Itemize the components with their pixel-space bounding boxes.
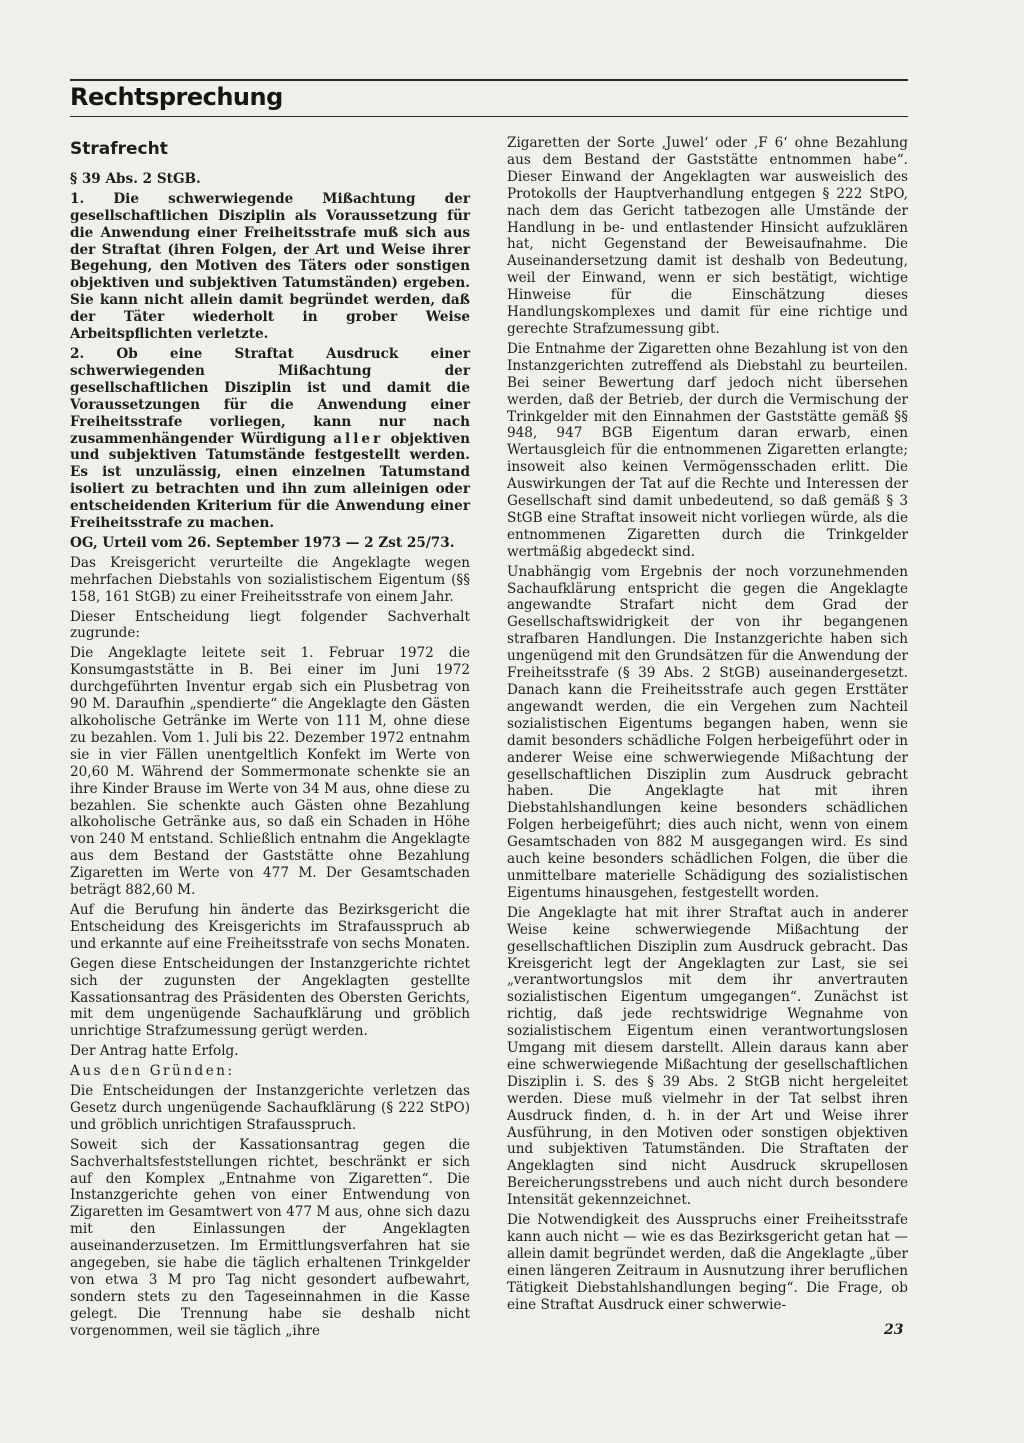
section-title: Rechtsprechung [70, 83, 283, 111]
headnote-2-part-2: objektiven und subjektiven Tatumstände festgestellt werden. Es ist unzulässig, einen einzelnen Tatumstand isoliert zu betrachten und ihn zum alleinigen oder entscheidenden Kriterium für die Anwendung einer Freiheitsstrafe zu machen. [70, 430, 471, 532]
grounds-heading: Aus den Gründen: [70, 1063, 235, 1080]
headnote-2 [70, 346, 470, 532]
paragraph: Unabhängig vom Ergebnis der noch vorzunehmenden Sachaufklärung entspricht die gegen die Angeklagte angewandte Strafart nicht dem Grad der Gesellschaftswidrigkeit der von ihr begangenen strafbaren Handlungen. Die Instanzgerichte haben sich ungenügend mit den Grundsätzen für die Anwendung der Freiheitsstrafe (§ 39 Abs. 2 StGB) auseinandergesetzt. Danach kann die Freiheitsstrafe auch gegen Ersttäter angewandt werden, die ein Vergehen zum Nachteil sozialistischen Eigentums begangen haben, wenn sie damit besonders schädliche Folgen herbeigeführt oder in anderer Weise eine schwerwiegende Mißachtung der gesellschaftlichen Disziplin zum Ausdruck gebracht haben. Die Angeklagte hat mit ihren Diebstahlshandlungen keine besonders schädlichen Folgen herbeigeführt; dies auch nicht, wenn von einem Gesamtschaden von 882 M ausgegangen wird. Es sind auch keine besonders schädlichen Folgen, die über die unmittelbare materielle Schädigung des sozialistischen Eigentums hinausgehen, festgestellt worden. [507, 563, 908, 901]
paragraph: Das Kreisgericht verurteilte die Angeklagte wegen mehrfachen Diebstahls von sozialistischem Eigentum (§§ 158, 161 StGB) zu einer Freiheitsstrafe von einem Jahr. [70, 554, 470, 605]
paragraph: Gegen diese Entscheidungen der Instanzgerichte richtet sich der zugunsten der Angeklagten gestellte Kassationsantrag des Präsidenten des Obersten Gerichts, mit dem ungenügende Sachaufklärung und gröblich unrichtige Strafzumessung gerügt werden. [70, 955, 470, 1040]
paragraph: Die Entnahme der Zigaretten ohne Bezahlung ist von den Instanzgerichten zutreffend als Diebstahl zu beurteilen. Bei seiner Bewertung darf jedoch nicht übersehen werden, daß der Betrieb, der durch die Vermischung der Trinkgelder mit den Einnahmen der Gaststätte gemäß §§ 948, 947 BGB Eigentum daran erwarb, einen Wertausgleich für die entnommenen Zigaretten erlangte; insoweit also keinen Vermögensschaden erlitt. Die Auswirkungen der Tat auf die Rechte und Interessen der Gesellschaft sind damit unbedeutend, so daß gemäß § 3 StGB eine Straftat insoweit nicht vorliegen würde, als die entnommenen Zigaretten durch die Trinkgelder wertmäßig abgedeckt sind. [507, 340, 908, 560]
paragraph: Soweit sich der Kassationsantrag gegen die Sachverhaltsfeststellungen richtet, beschränkt er sich auf den Komplex „Entnahme von Zigaretten“. Die Instanzgerichte gehen von einer Entwendung von Zigaretten im Gesamtwert von 477 M aus, ohne sich dazu mit den Einlassungen der Angeklagten auseinanderzusetzen. Im Ermittlungsverfahren hat sie angegeben, sie habe die täglich erhaltenen Trinkgelder von etwa 3 M pro Tag nicht gesondert aufbewahrt, sondern stets zu den Tageseinnahmen in die Kasse gelegt. Die Trennung habe sie deshalb nicht vorgenommen, weil sie täglich „ihre [70, 1136, 470, 1339]
paragraph: Die Entscheidungen der Instanzgerichte verletzen das Gesetz durch ungenügende Sachaufklärung (§ 222 StPO) und gröblich unrichtigen Strafausspruch. [70, 1083, 470, 1133]
header-rule-top [70, 79, 908, 81]
paragraph: Auf die Berufung hin änderte das Bezirksgericht die Entscheidung des Kreisgerichts im Strafausspruch ab und erkannte auf eine Freiheitsstrafe von sechs Monaten. [70, 901, 471, 952]
left-column [70, 135, 470, 1343]
legal-reference: § 39 Abs. 2 StGB. [70, 170, 201, 187]
headnote-2-emphasis: aller [333, 430, 384, 447]
headnote-1: 1. Die schwerwiegende Mißachtung der gesellschaftlichen Disziplin als Voraussetzung für die Anwendung einer Freiheitsstrafe muß sich aus der Straftat (ihren Folgen, der Art und Weise ihrer Begehung, den Motiven des Täters oder sonstigen objektiven und subjektiven Tatumständen) ergeben. Sie kann nicht allein damit begründet werden, daß der Täter wiederholt in grober Weise Arbeitspflichten verletzte. [70, 190, 470, 343]
subsection-heading: Strafrecht [70, 139, 168, 159]
paragraph: Die Notwendigkeit des Ausspruchs einer Freiheitsstrafe kann auch nicht — wie es das Bezirksgericht getan hat — allein damit begründet werden, daß die Angeklagte „über einen längeren Zeitraum in Ausnutzung ihrer beruflichen Tätigkeit Diebstahlshandlungen beging“. Die Frage, ob eine Straftat Ausdruck einer schwerwie- [507, 1212, 908, 1313]
page-number: 23 [884, 1322, 904, 1338]
header-rule-bottom [70, 116, 908, 117]
paragraph: Der Antrag hatte Erfolg. [70, 1043, 239, 1060]
paragraph: Zigaretten der Sorte ‚Juwel‘ oder ‚F 6‘ ohne Bezahlung aus dem Bestand der Gaststätte entnommen habe“. Dieser Einwand der Angeklagten war ausweislich des Protokolls der Hauptverhandlung entgegen § 222 StPO, nach dem das Gericht tatbezogen alle Umstände der Handlung in be- und entlastender Hinsicht aufzuklären hat, nicht Gegenstand der Beweisaufnahme. Die Auseinandersetzung damit ist deshalb von Bedeutung, weil der Einwand, wenn er sich bestätigt, wichtige Hinweise für die Einschätzung dieses Handlungskomplexes und damit für eine richtige und gerechte Strafzumessung gibt. [507, 135, 908, 337]
headnote-2-part-1: 2. Ob eine Straftat Ausdruck einer schwerwiegenden Mißachtung der gesellschaftlichen Disziplin ist und damit die Voraussetzungen für die Anwendung einer Freiheitsstrafe vorliegen, kann nur nach zusammenhängender Würdigung [70, 345, 470, 447]
paragraph: Die Angeklagte leitete seit 1. Februar 1972 die Konsumgaststätte in B. Bei einer im Juni 1972 durchgeführten Inventur ergab sich ein Plusbetrag von 90 M. Daraufhin „spendierte“ die Angeklagte den Gästen alkoholische Getränke im Werte von 111 M, ohne diese zu bezahlen. Vom 1. Juli bis 22. Dezember 1972 entnahm sie in vier Fällen unentgeltlich Konfekt im Werte von 20,60 M. Während der Sommermonate schenkte sie an ihre Kinder Brause im Werte von 34 M aus, ohne diese zu bezahlen. Sie schenkte auch Gästen ohne Bezahlung alkoholische Getränke aus, so daß ein Schaden in Höhe von 240 M entstand. Schließlich entnahm die Angeklagte aus dem Bestand der Gaststätte ohne Bezahlung Zigaretten im Werte von 477 M. Der Gesamtschaden beträgt 882,60 M. [70, 645, 470, 899]
paragraph: Die Angeklagte hat mit ihrer Straftat auch in anderer Weise keine schwerwiegende Mißachtung der gesellschaftlichen Disziplin zum Ausdruck gebracht. Das Kreisgericht legt der Angeklagten zur Last, sie sei „verantwortungslos mit dem ihr anvertrauten sozialistischen Eigentum umgegangen“. Zunächst ist richtig, daß jede rechtswidrige Wegnahme von sozialistischem Eigentum einen verantwortungslosen Umgang mit diesem darstellt. Allein daraus kann aber eine schwerwiegende Mißachtung der gesellschaftlichen Disziplin i. S. des § 39 Abs. 2 StGB nicht hergeleitet werden. Diese muß vielmehr in der Tat selbst ihren Ausdruck finden, d. h. in der Art und Weise ihrer Ausführung, in den Motiven oder sonstigen objektiven und subjektiven Tatumständen. Die Straftaten der Angeklagten sind nicht Ausdruck skrupellosen Bereicherungsstrebens und auch nicht durch besondere Intensität gekennzeichnet. [507, 904, 908, 1209]
paragraph: Dieser Entscheidung liegt folgender Sachverhalt zugrunde: [70, 608, 470, 642]
court-citation: OG, Urteil vom 26. September 1973 — 2 Zst 25/73. [70, 534, 455, 551]
right-column [507, 135, 908, 1317]
